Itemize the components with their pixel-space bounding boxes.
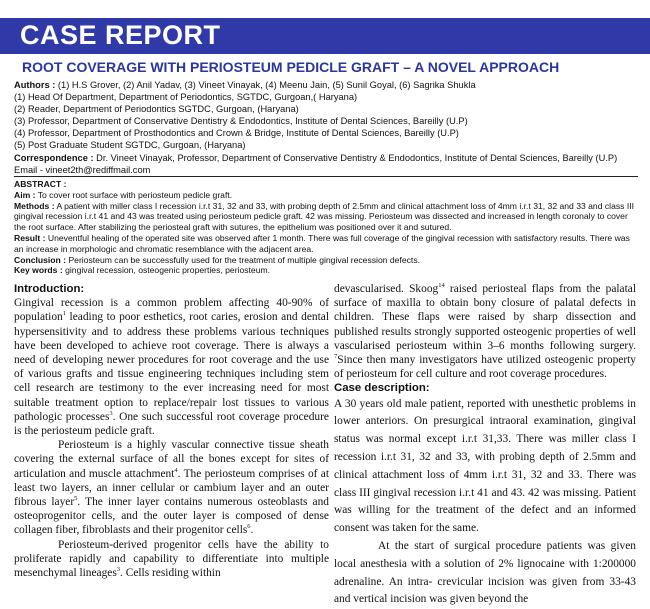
case-report-banner — [0, 18, 650, 54]
aim-text: To cover root surface with periosteum pedicle graft. — [37, 189, 233, 200]
intro-paragraph-3: Periosteum-derived progenitor cells have the ability to proliferate rapidly and capability to differentiate into multiple mesenchymal lineages$^3$. Cells residing within — [14, 538, 329, 580]
affiliation: (3) Professor, Department of Conservative Dentistry & Endodontics, Institute of Dental Sciences, Bareilly (U.P) — [14, 116, 468, 127]
abstract-block — [14, 179, 638, 276]
result-label: Result : — [14, 232, 46, 243]
correspondence-text: Dr. Vineet Vinayak, Professor, Department of Conservative Dentistry & Endodontics, Institute of Dental Sciences, Bareilly (U.P) — [96, 152, 618, 163]
affiliation: (2) Reader, Department of Periodontics SGTDC, Gurgoan, (Haryana) — [14, 104, 299, 115]
introduction-heading: Introduction: — [14, 283, 85, 295]
keywords-label: Key words : — [14, 265, 63, 276]
abstract-heading: ABSTRACT : — [14, 179, 67, 189]
conclusion-label: Conclusion : — [14, 254, 67, 265]
banner-title: CASE REPORT — [20, 20, 221, 50]
authors-label: Authors : — [14, 80, 56, 90]
author-block — [14, 79, 640, 176]
keywords-text: gingival recession, osteogenic properties, periosteum. — [65, 265, 271, 276]
right-column — [334, 282, 636, 609]
case-paragraph-1: A 30 years old male patient, reported with unesthetic problems in lower anteriors. On presurgical intraoral examination, gingival status was normal except i.r.t 31,33. There was miller class I recession i.r.t 31, 32 and 33, with probing depth of 2.5mm and clinical attachment loss of 4mm i.r.t 31, 32 and 33. There was class III gingival recession i.r.t 41 and 43. 42 was missing. Patient was willing for the treatment of the defect and an informed consent was taken for the same. — [334, 397, 636, 535]
correspondence-label: Correspondence : — [14, 152, 94, 163]
section-divider — [14, 176, 638, 177]
methods-label: Methods : — [14, 200, 55, 211]
intro-paragraph-2: Periosteum is a highly vascular connective tissue sheath covering the external surface of all the bones except for sites of articulation and muscle attachment$^4$. The periosteum comprises of at least two layers, an inner cellular or cambium layer and an outer fibrous layer$^5$. The inner layer contains numerous osteoblasts and osteoprogenitor cells, and the outer layer is composed of dense collagen fiber, fibroblasts and their progenitor cells$^6$. — [14, 439, 329, 537]
history-paragraph: devascularised. Skoog$^{14}$ raised periosteal flaps from the palatal surface of maxilla to obtain bony closure of palatal defects in children. These flaps were raised by sharp dissection and published results strongly supported osteogenic properties of well vascularised periosteum within 3–6 months following surgery. $^7$Since then many investigators have utilized osteogenic property of periosteum for cell culture and root coverage procedures. — [334, 282, 636, 381]
correspondence-line — [14, 152, 640, 164]
case-paragraph-2: At the start of surgical procedure patients was given local anesthesia with a solution of 2% lignocaine with 1:200000 adrenaline. An intra- crevicular incision was given from 33-43 and vertical incision was given beyond the — [334, 540, 636, 606]
methods-text: A patient with miller class I recession i.r.t 31, 32 and 33, with probing depth of 2.5mm and clinical attachment loss of 4mm i.r.t 31, 32 and 33 and class III gingival recession i.r.t 41 and 43 was treated using periosteum pedicle graft. 42 was missing. Periosteum was dissected and increased in length coronaly to cover the root surface. After stabilizing the periosteal graft with sutures, the epithelium was positioned over it and sutured. — [14, 200, 635, 233]
affiliation: (5) Post Graduate Student SGTDC, Gurgoan, (Haryana) — [14, 140, 246, 151]
result-text: Uneventful healing of the operated site was observed after 1 month. There was full coverage of the gingival recession with satisfactory results. There was an increase in morphologic and chromatic resemblance with the adjacent area. — [14, 232, 630, 254]
case-description-heading: Case description: — [334, 382, 430, 395]
intro-paragraph-1: Gingival recession is a common problem affecting 40-90% of population$^1$ leading to poor esthetics, root caries, erosion and dental hypersensitivity and to address these problems various techniques have been developed to achieve root coverage. There is always a need of developing newer procedures for root coverage and the use of various grafts and tissue engineering techniques including stem cell research are testimony to the ever increasing need for most suitable treatment option to replace/repair lost tissues to various pathologic processes$^3$. One such successful root coverage procedure is the periosteum pedicle graft. — [14, 297, 329, 438]
authors-line — [14, 79, 640, 91]
affiliation: (4) Professor, Department of Prosthodontics and Crown & Bridge, Institute of Dental Sciences, Bareilly (U.P) — [14, 128, 459, 139]
correspondence-email: Email - vineet2th@rediffmail.com — [14, 164, 151, 175]
authors-names: (1) H.S Grover, (2) Anil Yadav, (3) Vineet Vinayak, (4) Meenu Jain, (5) Sunil Goyal, (6) Sagrika Shukla — [57, 80, 476, 90]
affiliation: (1) Head Of Department, Department of Periodontics, SGTDC, Gurgoan,( Haryana) — [14, 92, 358, 103]
paper-title: ROOT COVERAGE WITH PERIOSTEUM PEDICLE GRAFT – A NOVEL APPROACH — [22, 59, 560, 75]
conclusion-text: Periosteum can be successfully used for the treatment of multiple gingival recession defects. — [68, 254, 421, 265]
left-column — [14, 282, 329, 580]
aim-label: Aim : — [14, 189, 36, 200]
